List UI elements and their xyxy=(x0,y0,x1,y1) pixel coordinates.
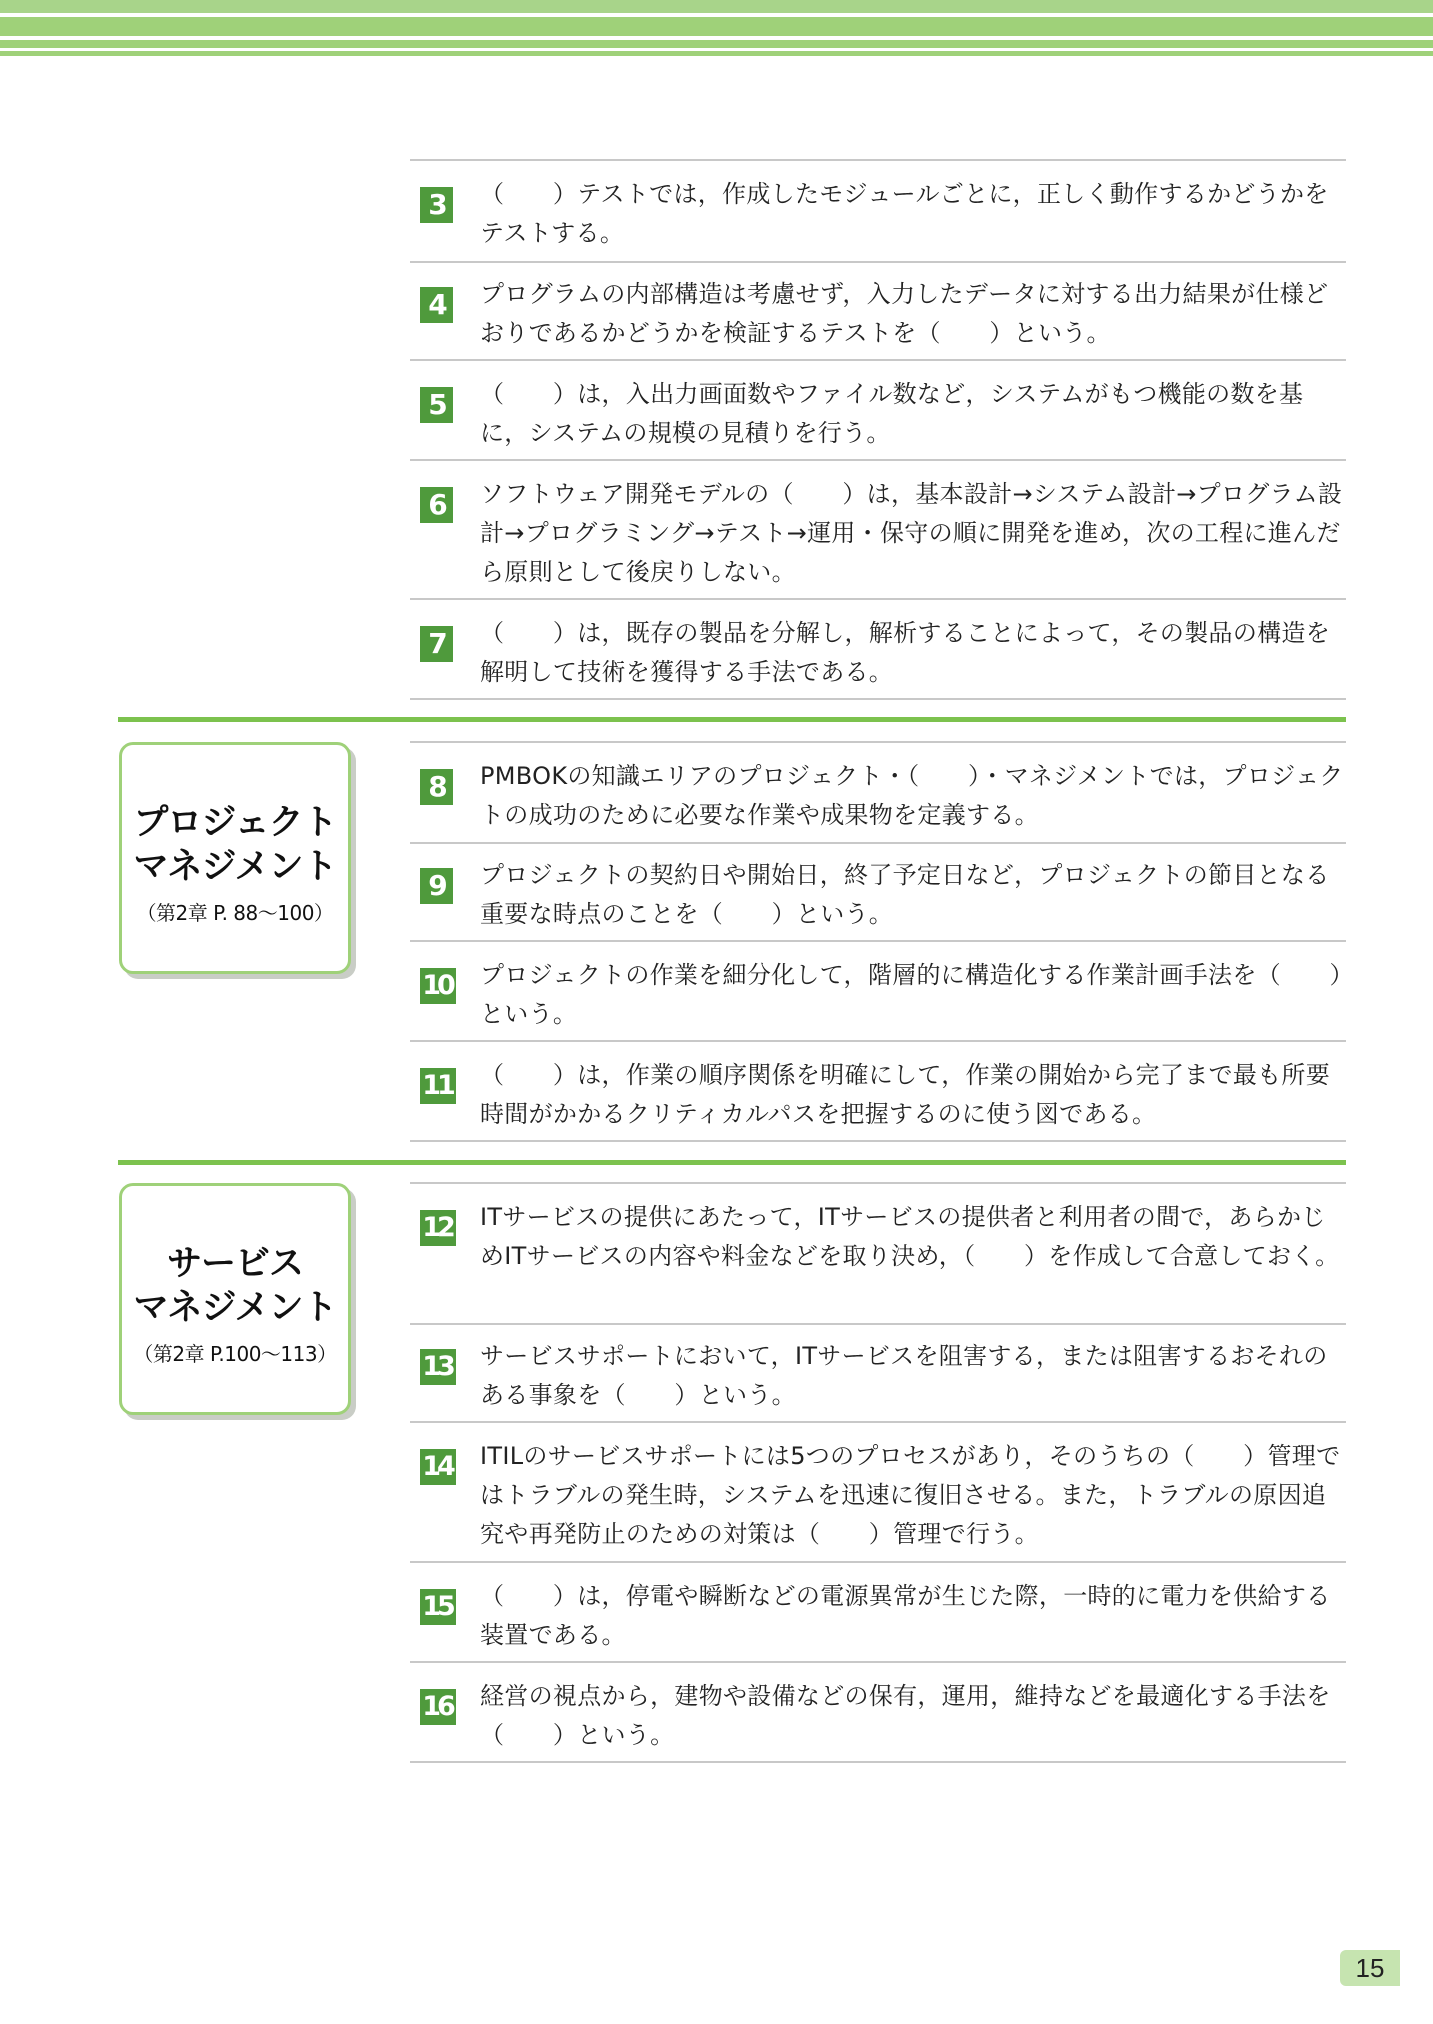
question-number: 10 xyxy=(420,968,456,1004)
question-text: サービスサポートにおいて，ITサービスを阻害する，または阻害するおそれのある事象を（ ）という。 xyxy=(480,1342,1328,1409)
question-text: ソフトウェア開発モデルの（ ）は，基本設計→システム設計→プログラム設計→プログラミング→テスト→運用・保守の順に開発を進め，次の工程に進んだら原則として後戻りしない。 xyxy=(480,480,1343,586)
page-number: 15 xyxy=(1340,1950,1400,1986)
section-title: マネジメント xyxy=(133,847,337,887)
question-item xyxy=(410,1323,1346,1423)
question-text: プロジェクトの作業を細分化して，階層的に構造化する作業計画手法を（ ）という。 xyxy=(480,961,1342,1028)
question-text: （ ）は，作業の順序関係を明確にして，作業の開始から完了まで最も所要時間がかかるクリティカルパスを把握するのに使う図である。 xyxy=(480,1061,1331,1128)
question-text: PMBOKの知識エリアのプロジェクト・（ ）・マネジメントでは，プロジェクトの成功のために必要な作業や成果物を定義する。 xyxy=(480,762,1344,829)
question-number: 7 xyxy=(420,626,453,662)
question-item xyxy=(410,461,1346,600)
header-band xyxy=(0,0,1433,58)
question-item xyxy=(410,261,1346,361)
question-text: ITILのサービスサポートには5つのプロセスがあり，そのうちの（ ）管理ではトラブルの発生時，システムを迅速に復旧させる。また，トラブルの原因追究や再発防止のための対策は（ ）管理で行う。 xyxy=(480,1442,1341,1548)
question-item xyxy=(410,741,1346,844)
question-number: 6 xyxy=(420,487,453,523)
section-title: プロジェクト xyxy=(133,803,337,843)
section-title: マネジメント xyxy=(133,1288,337,1328)
section-label-project-management xyxy=(119,742,351,974)
header-band-stripe xyxy=(0,0,1433,13)
question-item xyxy=(410,1563,1346,1663)
question-item xyxy=(410,842,1346,942)
question-item xyxy=(410,159,1346,263)
question-text: 経営の視点から，建物や設備などの保有，運用，維持などを最適化する手法を（ ）という。 xyxy=(480,1682,1331,1749)
question-item xyxy=(410,1423,1346,1563)
question-item xyxy=(410,361,1346,461)
header-band-stripe xyxy=(0,17,1433,36)
question-item xyxy=(410,1182,1346,1325)
section-label-service-management xyxy=(119,1183,351,1415)
section-divider xyxy=(118,1160,1346,1165)
question-item xyxy=(410,600,1346,700)
question-number: 8 xyxy=(420,769,453,805)
question-text: （ ）テストでは，作成したモジュールごとに，正しく動作するかどうかをテストする。 xyxy=(480,180,1329,247)
question-item xyxy=(410,942,1346,1042)
question-number: 16 xyxy=(420,1689,456,1725)
section-page-reference: （第2章 P.100～113） xyxy=(133,1342,337,1366)
header-band-stripe xyxy=(0,51,1433,56)
question-number: 4 xyxy=(420,287,453,323)
question-number: 13 xyxy=(420,1349,456,1385)
question-number: 12 xyxy=(420,1210,456,1246)
section-title: サービス xyxy=(166,1244,303,1284)
question-text: （ ）は，停電や瞬断などの電源異常が生じた際，一時的に電力を供給する装置である。 xyxy=(480,1582,1331,1649)
question-text: ITサービスの提供にあたって，ITサービスの提供者と利用者の間で，あらかじめITサービスの内容や料金などを取り決め，（ ）を作成して合意しておく。 xyxy=(480,1203,1340,1270)
question-text: （ ）は，既存の製品を分解し，解析することによって，その製品の構造を解明して技術を獲得する手法である。 xyxy=(480,619,1331,686)
question-text: プログラムの内部構造は考慮せず，入力したデータに対する出力結果が仕様どおりであるかどうかを検証するテストを（ ）という。 xyxy=(480,280,1329,347)
question-number: 15 xyxy=(420,1589,456,1625)
question-item xyxy=(410,1663,1346,1763)
question-number: 11 xyxy=(420,1068,456,1104)
question-number: 9 xyxy=(420,868,453,904)
header-band-stripe xyxy=(0,40,1433,48)
question-text: （ ）は，入出力画面数やファイル数など，システムがもつ機能の数を基に，システムの規模の見積りを行う。 xyxy=(480,380,1304,447)
question-number: 5 xyxy=(420,387,453,423)
question-text: プロジェクトの契約日や開始日，終了予定日など，プロジェクトの節目となる重要な時点のことを（ ）という。 xyxy=(480,861,1330,928)
section-page-reference: （第2章 P. 88～100） xyxy=(136,901,334,925)
question-number: 3 xyxy=(420,187,453,223)
question-item xyxy=(410,1042,1346,1142)
question-number: 14 xyxy=(420,1449,456,1485)
section-divider xyxy=(118,717,1346,722)
